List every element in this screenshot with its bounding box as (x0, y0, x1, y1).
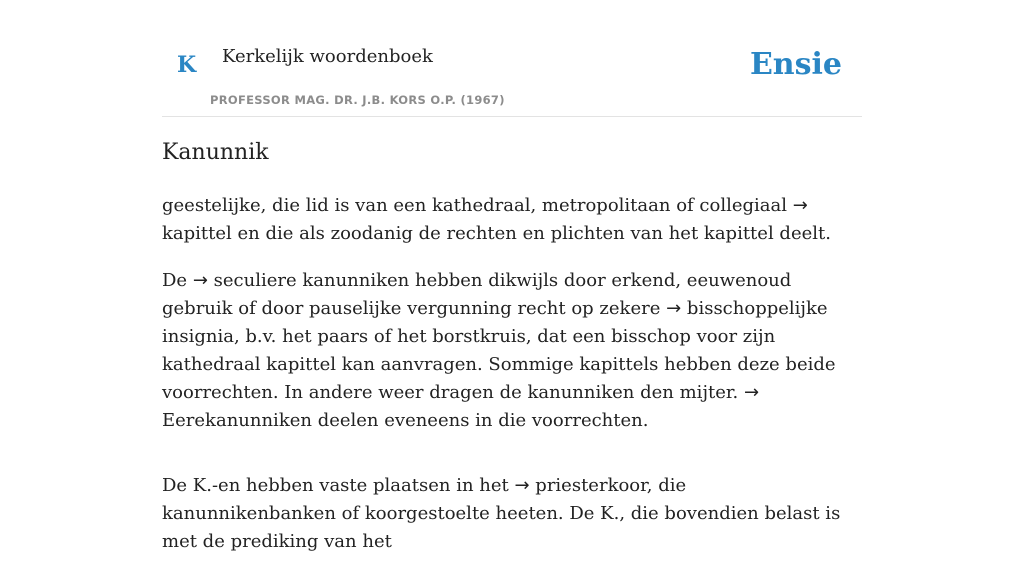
link-label: bisschoppelijke insignia (162, 298, 828, 347)
link-label: kapittel (162, 223, 232, 244)
paragraph-3 (162, 472, 862, 556)
ensie-logo[interactable]: Ensie (749, 47, 842, 82)
header (162, 0, 862, 117)
link-label: priesterkoor (529, 475, 647, 496)
text: , b.v. het paars of het borstkruis, dat een bisschop voor zijn kathedraal kapittel kan aanvragen. Sommige kapittels hebben deze beide voorrechten. In andere weer dragen de kanunniken den mijter. (162, 326, 836, 403)
book-author: PROFESSOR MAG. DR. J.B. KORS O.P. (1967) (210, 93, 505, 107)
right-arrow-icon: → (514, 475, 530, 496)
text: en die als zoodanig de rechten en plichten van het kapittel deelt. (231, 223, 831, 244)
text: De K.-en hebben vaste plaatsen in het (162, 475, 515, 496)
book-logo[interactable]: K (177, 52, 197, 78)
text: hebben dikwijls door erkend, eeuwenoud gebruik of door pauselijke vergunning recht op zekere (162, 270, 792, 319)
text: geestelijke, die lid is van een kathedraal, metropolitaan of collegiaal (162, 195, 793, 216)
paragraph-2 (162, 267, 862, 435)
link-label: seculiere kanunniken (207, 270, 410, 291)
right-arrow-icon: → (192, 270, 208, 291)
right-arrow-icon: → (743, 382, 760, 403)
book-title[interactable]: Kerkelijk woordenboek (222, 46, 433, 67)
link-priesterkoor[interactable] (514, 475, 646, 496)
entry-content (162, 192, 862, 575)
text: , die kanunnikenbanken of koorgestoelte heeten. De K., die bovendien belast is met de prediking van het (162, 475, 841, 552)
text: deelen eveneens in die voorrechten. (311, 410, 649, 431)
paragraph-1 (162, 192, 862, 248)
page-title: Kanunnik (162, 140, 269, 165)
right-arrow-icon: → (792, 195, 808, 216)
link-label: Eerekanunniken (162, 410, 312, 431)
text: De (162, 270, 193, 291)
link-seculiere-kanunniken[interactable] (193, 270, 409, 291)
right-arrow-icon: → (666, 298, 682, 319)
